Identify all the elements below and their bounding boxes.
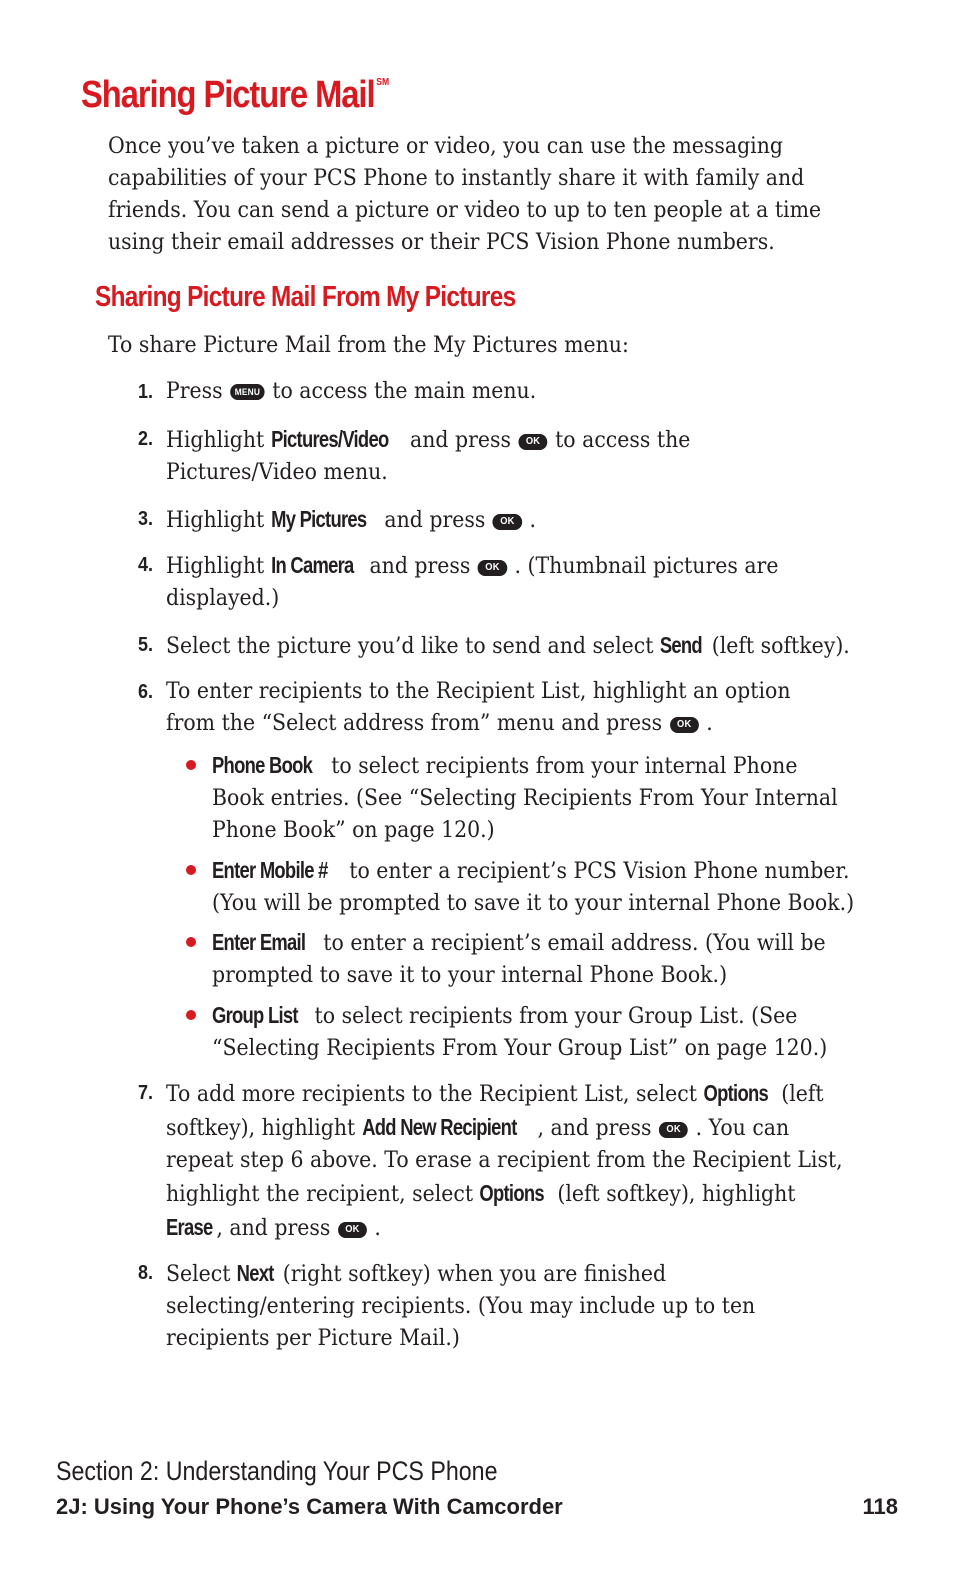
step-text: Press MENU to access the main menu. [166,379,537,404]
bullet-dot-icon [186,760,196,770]
step-number: 2. [138,428,154,450]
ok-key-icon: OK [670,717,699,733]
intro-line: Once you’ve taken a picture or video, you can use the messaging [108,134,784,159]
menu-option-label: Erase [166,1214,213,1240]
page-title: Sharing Picture Mail ℠ [81,74,390,116]
bullet-dot-icon [186,1010,196,1020]
bullet-text: Enter Mobile # to enter a recipient’s PCS Vision Phone number. (You will be prompted to save it to your internal Phone Book.) [212,854,863,920]
option-label: Enter Mobile # [212,857,328,883]
menu-option-label: In Camera [270,552,354,578]
menu-option-label: Pictures/Video [270,426,389,452]
bullet-dot-icon [186,865,196,875]
bullet-text: Enter Email to enter a recipient’s email address. (You will be prompted to save it to your internal Phone Book.) [212,926,863,992]
step-text: To enter recipients to the Recipient List, highlight an option from the “Select address from” menu and press OK . [166,679,791,736]
menu-option-label: Add New Recipient [361,1114,517,1140]
intro-line: using their email addresses or their PCS Vision Phone numbers. [108,230,775,255]
step-text: Select Next (right softkey) when you are finished selecting/entering recipients. (You may include up to ten recipients per Picture Mail.) [166,1257,873,1355]
step-text: Highlight In Camera and press OK . (Thumbnail pictures are displayed.) [166,549,873,615]
ok-key-icon: OK [493,514,522,530]
ok-key-icon: OK [659,1122,688,1138]
bullet-dot-icon [186,937,196,947]
ok-key-icon: OK [338,1222,367,1238]
footer-chapter-title: 2J: Using Your Phone’s Camera With Camcorder [56,1494,563,1519]
intro-paragraph [108,131,843,259]
intro-line: friends. You can send a picture or video to up to ten people at a time [108,198,822,223]
step-number: 8. [138,1262,154,1284]
step-number: 4. [138,554,154,576]
lead-sentence: To share Picture Mail from the My Pictures menu: [108,333,629,358]
step-number: 3. [138,508,154,530]
step-text: Highlight Pictures/Video and press OK to access the Pictures/Video menu. [166,423,873,489]
section-subheading: Sharing Picture Mail From My Pictures [95,281,516,313]
option-label: Group List [212,1002,298,1028]
service-mark: SM [376,77,390,89]
step-number: 5. [138,634,154,656]
step-number: 7. [138,1082,154,1104]
step-text: Highlight My Pictures and press OK . [166,503,873,537]
softkey-label: Send [659,632,703,658]
bullet-text: Group List to select recipients from your Group List. (See “Selecting Recipients From Your Group List” on page 120.) [212,999,863,1065]
step-text: Select the picture you’d like to send and select Send (left softkey). [166,629,873,663]
bullet-text: Phone Book to select recipients from your internal Phone Book entries. (See “Selecting Recipients From Your Internal Phone Book” on page 120.) [212,749,863,847]
step-text: To add more recipients to the Recipient List, select Options (left softkey), highlight Add New Recipient , and press OK . You can repeat step 6 above. To erase a recipient from the Recipient List, highlight the recipient, select Options (left softkey), highlight Erase , and press OK . [166,1077,873,1245]
softkey-label: Options [479,1180,545,1206]
menu-key-icon: MENU [230,384,265,400]
step-number: 6. [138,681,154,703]
option-label: Enter Email [212,929,306,955]
softkey-label: Options [703,1080,768,1106]
footer-section-title: Section 2: Understanding Your PCS Phone [56,1456,498,1486]
step-number: 1. [138,381,154,403]
ok-key-icon: OK [518,434,547,450]
page-number: 118 [862,1494,898,1519]
ok-key-icon: OK [478,560,507,576]
menu-option-label: My Pictures [270,506,367,532]
option-label: Phone Book [212,752,313,778]
softkey-label: Next [236,1260,274,1286]
intro-line: capabilities of your PCS Phone to instantly share it with family and [108,166,805,191]
